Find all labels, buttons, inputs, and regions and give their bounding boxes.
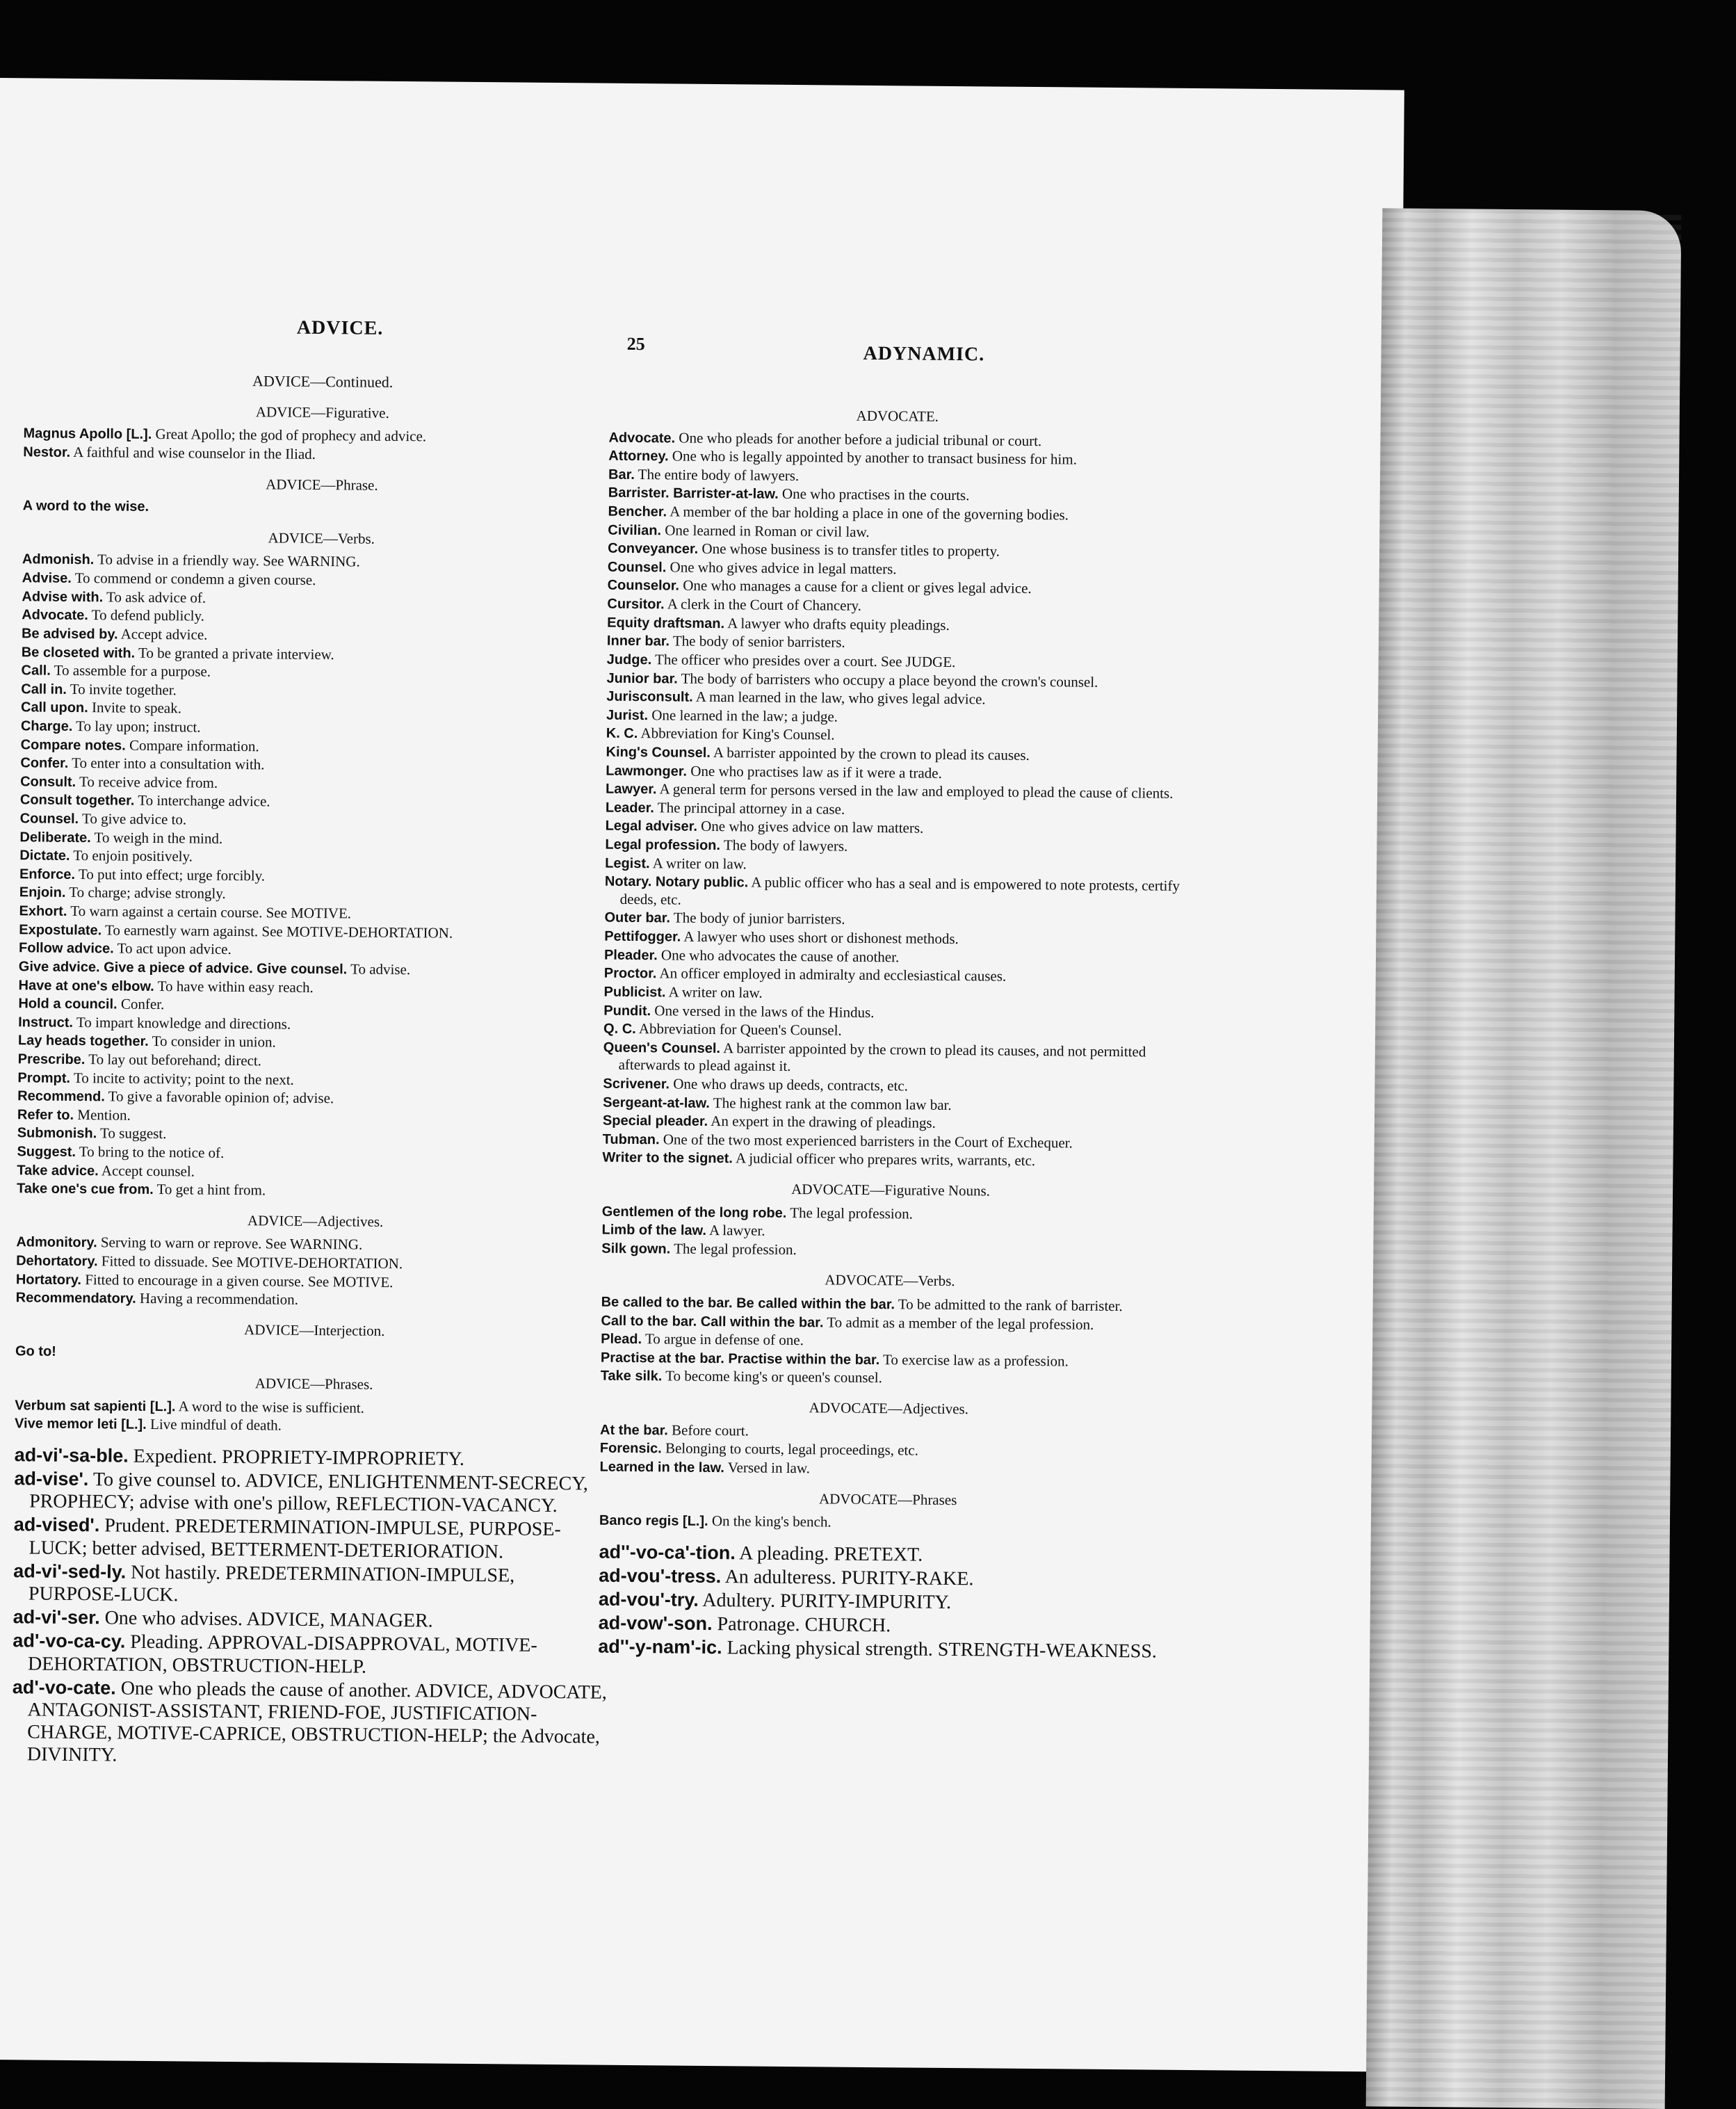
sub-entry	[23, 497, 621, 520]
entry-definition: The entire body of lawyers.	[638, 466, 800, 484]
entry-headword: Deliberate.	[19, 830, 90, 846]
entry-headword: K. C.	[606, 726, 638, 741]
entry-definition: To exercise law as a profession.	[883, 1351, 1069, 1369]
entry-definition: Versed in law.	[728, 1459, 810, 1476]
entry-definition: One who advises. ADVICE, MANAGER.	[105, 1608, 433, 1632]
entry-headword: Dehortatory.	[16, 1253, 98, 1269]
entry-headword: Counsel.	[608, 560, 667, 576]
left-column	[12, 370, 622, 1772]
entry-headword: Jurisconsult.	[606, 689, 693, 705]
entry-definition: One who is legally appointed by another to transact business for him.	[672, 448, 1077, 468]
entry-definition: Fitted to dissuade. See MOTIVE-DEHORTATION.	[102, 1252, 403, 1272]
entry-headword: Bar.	[608, 467, 635, 482]
entry-headword: Call to the bar. Call within the bar.	[601, 1313, 823, 1330]
entry-definition: To interchange advice.	[138, 792, 270, 810]
header-right-guide-word: ADYNAMIC.	[863, 343, 984, 366]
entry-headword: Go to!	[15, 1344, 56, 1360]
entry-headword: Prescribe.	[18, 1051, 86, 1067]
entry-definition: One who draws up deeds, contracts, etc.	[673, 1075, 908, 1094]
entry-headword: Proctor.	[604, 966, 657, 982]
entry-headword: Plead.	[601, 1332, 642, 1348]
entry-definition: Abbreviation for King's Counsel.	[640, 725, 834, 743]
main-entry	[14, 1468, 613, 1518]
entry-definition: To receive advice from.	[79, 773, 218, 791]
entry-definition: Patronage. CHURCH.	[717, 1613, 891, 1636]
main-entry	[598, 1636, 1175, 1663]
entry-definition: To argue in defense of one.	[645, 1330, 804, 1348]
entry-headword: ad'-vo-cate.	[13, 1676, 116, 1698]
entry-definition: Pleading. APPROVAL-DISAPPROVAL, MOTIVE-DEHORTATION, OBSTRUCTION-HELP.	[28, 1631, 537, 1677]
entry-headword: A word to the wise.	[23, 499, 149, 515]
entry-definition: An officer employed in admiralty and ecclesiastical causes.	[659, 965, 1006, 985]
entry-definition: Having a recommendation.	[140, 1290, 298, 1308]
entry-headword: Vive memor leti [L.].	[15, 1416, 147, 1433]
entry-headword: Be closeted with.	[22, 645, 136, 661]
entry-definition: To lay out beforehand; direct.	[88, 1051, 261, 1069]
entry-headword: Consult together.	[20, 793, 135, 809]
entry-definition: To assemble for a purpose.	[54, 662, 211, 680]
section-heading: ADVICE—Adjectives.	[17, 1210, 615, 1233]
entry-headword: ad-vised'.	[14, 1514, 100, 1536]
entry-headword: Queen's Counsel.	[603, 1040, 720, 1056]
sub-entry	[605, 873, 1182, 913]
entry-headword: ad''-vo-ca'-tion.	[599, 1541, 736, 1563]
entry-headword: Legal profession.	[605, 837, 720, 853]
main-entry	[599, 1589, 1176, 1616]
entry-headword: Enjoin.	[19, 885, 66, 901]
entry-headword: Be advised by.	[22, 626, 118, 642]
entry-headword: ad-vi'-sed-ly.	[13, 1560, 126, 1582]
section-heading: ADVICE—Verbs.	[22, 527, 620, 550]
entry-headword: Hortatory.	[16, 1272, 81, 1288]
entry-headword: Pettifogger.	[604, 929, 681, 945]
entry-headword: Counsel.	[20, 811, 79, 827]
entry-headword: Lay heads together.	[18, 1033, 149, 1050]
page-edge	[1366, 208, 1682, 2109]
entry-definition: To charge; advise strongly.	[69, 884, 226, 902]
entry-definition: A clerk in the Court of Chancery.	[667, 595, 861, 613]
entry-headword: ad-vi'-sa-ble.	[15, 1444, 129, 1466]
entry-definition: To enjoin positively.	[73, 847, 193, 864]
entry-headword: Call in.	[21, 681, 67, 697]
entry-definition: A judicial officer who prepares writs, warrants, etc.	[736, 1150, 1035, 1170]
entry-definition: A writer on law.	[668, 983, 762, 1001]
entry-headword: Attorney.	[608, 449, 669, 464]
right-main-entries	[598, 1541, 1176, 1663]
entry-headword: Advise with.	[22, 589, 103, 605]
entry-headword: Pleader.	[604, 947, 658, 963]
entry-headword: Bencher.	[608, 504, 667, 520]
section-heading: ADVICE—Phrase.	[23, 474, 621, 496]
entry-definition: The body of senior barristers.	[673, 633, 845, 651]
entry-definition: To warn against a certain course. See MOTIVE.	[70, 903, 351, 922]
entry-definition: To earnestly warn against. See MOTIVE-DEHORTATION.	[105, 921, 453, 941]
main-entry	[599, 1541, 1176, 1568]
entry-headword: Special pleader.	[603, 1113, 708, 1129]
entry-headword: Exhort.	[19, 903, 67, 919]
entry-headword: Have at one's elbow.	[19, 978, 154, 994]
entry-definition: One who manages a cause for a client or gives legal advice.	[683, 577, 1032, 597]
entry-definition: A word to the wise is sufficient.	[179, 1398, 365, 1416]
entry-definition: Accept counsel.	[102, 1162, 195, 1179]
entry-definition: The body of junior barristers.	[674, 910, 845, 928]
entry-definition: To act upon advice.	[117, 940, 232, 957]
section-heading: ADVOCATE—Phrases	[599, 1488, 1176, 1511]
left-main-entries	[12, 1444, 613, 1771]
entry-definition: The body of barristers who occupy a place beyond the crown's counsel.	[681, 670, 1098, 690]
entry-headword: ad-vou'-tress.	[599, 1565, 721, 1587]
entry-headword: Forensic.	[600, 1441, 662, 1457]
entry-headword: Legist.	[605, 855, 650, 871]
entry-headword: Instruct.	[18, 1015, 73, 1031]
entry-definition: A barrister appointed by the crown to plead its causes, and not permitted afterwards to plead against it.	[619, 1040, 1146, 1074]
entry-definition: To incite to activity; point to the next.	[74, 1069, 294, 1088]
entry-definition: An adulteress. PURITY-RAKE.	[725, 1566, 974, 1590]
entry-headword: ad-vi'-ser.	[13, 1606, 100, 1628]
running-header	[0, 314, 1319, 375]
entry-headword: Lawyer.	[606, 782, 657, 798]
entry-headword: Limb of the law.	[601, 1222, 706, 1238]
entry-headword: Call upon.	[21, 700, 88, 716]
entry-definition: Fitted to encourage in a given course. See MOTIVE.	[85, 1271, 393, 1291]
entry-headword: Dictate.	[19, 848, 70, 864]
entry-definition: One who practises in the courts.	[782, 485, 970, 503]
entry-definition: To impart knowledge and directions.	[76, 1014, 291, 1033]
entry-headword: ad'-vo-ca-cy.	[13, 1631, 125, 1652]
section-heading: ADVICE—Figurative.	[24, 401, 622, 424]
sub-entry	[603, 1038, 1181, 1078]
entry-headword: Legal adviser.	[606, 818, 697, 834]
entry-definition: A faithful and wise counselor in the Iliad.	[73, 444, 316, 462]
entry-definition: To become king's or queen's counsel.	[665, 1368, 882, 1387]
entry-definition: To give counsel to. ADVICE, ENLIGHTENMENT-SECRECY, PROPHECY; advise with one's pillow, REFLECTION-VACANCY.	[29, 1469, 588, 1517]
entry-definition: Live mindful of death.	[150, 1416, 282, 1434]
entry-definition: Serving to warn or reprove. See WARNING.	[101, 1234, 363, 1253]
entry-headword: Follow advice.	[19, 941, 114, 957]
section-heading: ADVICE—Phrases.	[15, 1373, 613, 1396]
right-sections	[599, 405, 1186, 1535]
entry-definition: To put into effect; urge forcibly.	[79, 866, 265, 884]
entry-headword: Writer to the signet.	[602, 1150, 733, 1167]
entry-definition: To admit as a member of the legal profession.	[827, 1314, 1094, 1332]
entry-definition: To consider in union.	[152, 1033, 276, 1051]
entry-definition: To give a favorable opinion of; advise.	[108, 1088, 334, 1107]
entry-definition: To enter into a consultation with.	[72, 754, 265, 773]
header-left-guide-word: ADVICE.	[297, 317, 384, 340]
dictionary-page	[0, 78, 1404, 2072]
entry-headword: Advocate.	[608, 430, 675, 446]
entry-headword: Consult.	[20, 774, 76, 790]
main-entry	[598, 1613, 1175, 1640]
entry-headword: Take advice.	[17, 1163, 99, 1179]
entry-definition: A writer on law.	[653, 855, 747, 872]
entry-definition: Invite to speak.	[92, 700, 181, 717]
entry-definition: A public officer who has a seal and is empowered to note protests, certify deeds, etc.	[620, 874, 1180, 908]
entry-headword: Verbum sat sapienti [L.].	[15, 1398, 175, 1414]
entry-definition: One learned in Roman or civil law.	[665, 522, 870, 540]
entry-definition: To be admitted to the rank of barrister.	[898, 1295, 1123, 1314]
entry-headword: Q. C.	[603, 1021, 636, 1037]
entry-definition: One who advocates the cause of another.	[661, 946, 899, 965]
entry-headword: Take one's cue from.	[17, 1181, 154, 1197]
entry-definition: The body of lawyers.	[724, 837, 848, 855]
section-heading: ADVOCATE—Verbs.	[601, 1270, 1178, 1293]
entry-definition: A member of the bar holding a place in one of the governing bodies.	[670, 503, 1069, 523]
entry-definition: An expert in the drawing of pleadings.	[711, 1113, 936, 1131]
main-entry	[13, 1514, 612, 1565]
entry-definition: A lawyer who drafts equity pleadings.	[727, 615, 950, 633]
entry-definition: A general term for persons versed in the law and employed to plead the cause of clients.	[659, 781, 1173, 802]
entry-headword: Expostulate.	[19, 922, 102, 938]
entry-headword: Magnus Apollo [L.].	[23, 426, 152, 443]
entry-definition: To bring to the notice of.	[79, 1143, 225, 1161]
entry-definition: On the king's bench.	[712, 1512, 832, 1530]
entry-definition: One who pleads for another before a judicial tribunal or court.	[679, 429, 1041, 449]
entry-headword: Admonish.	[22, 552, 95, 568]
entry-headword: King's Counsel.	[606, 745, 711, 761]
entry-definition: To defend publicly.	[92, 606, 204, 624]
section-heading: ADVOCATE—Figurative Nouns.	[602, 1179, 1179, 1202]
entry-definition: To commend or condemn a given course.	[75, 569, 316, 588]
entry-headword: Tubman.	[603, 1131, 660, 1147]
section-heading: ADVOCATE.	[609, 405, 1186, 428]
entry-definition: Confer.	[121, 996, 165, 1013]
main-entry	[599, 1565, 1176, 1592]
sub-entry	[15, 1343, 613, 1366]
entry-headword: Notary. Notary public.	[605, 874, 749, 891]
section-continued-title: ADVICE—Continued.	[24, 370, 622, 394]
entry-headword: Equity draftsman.	[607, 615, 724, 631]
entry-headword: Conveyancer.	[608, 541, 698, 557]
entry-definition: Expedient. PROPRIETY-IMPROPRIETY.	[133, 1446, 465, 1470]
entry-headword: Confer.	[20, 755, 68, 771]
entry-definition: A lawyer who uses short or dishonest methods.	[683, 928, 959, 947]
entry-headword: Refer to.	[17, 1107, 74, 1123]
entry-headword: Enforce.	[19, 866, 75, 882]
section-heading: ADVOCATE—Adjectives.	[600, 1398, 1177, 1421]
entry-headword: Sergeant-at-law.	[603, 1094, 710, 1110]
entry-headword: Banco regis [L.].	[599, 1513, 708, 1529]
entry-definition: To weigh in the mind.	[95, 829, 223, 847]
entry-definition: One who gives advice in legal matters.	[670, 558, 896, 577]
entry-definition: To suggest.	[100, 1125, 167, 1142]
entry-headword: Jurist.	[606, 707, 648, 723]
entry-headword: Inner bar.	[607, 633, 670, 649]
entry-headword: Submonish.	[17, 1126, 97, 1142]
section-heading: ADVICE—Interjection.	[15, 1319, 613, 1342]
entry-headword: ad''-y-nam'-ic.	[598, 1636, 722, 1658]
entry-headword: Gentlemen of the long robe.	[602, 1204, 787, 1220]
entry-definition: To advise.	[350, 960, 410, 978]
entry-definition: The officer who presides over a court. See JUDGE.	[655, 651, 956, 670]
entry-definition: To ask advice of.	[106, 588, 206, 606]
entry-headword: Give advice. Give a piece of advice. Give counsel.	[19, 959, 348, 977]
entry-headword: Judge.	[607, 652, 652, 668]
entry-headword: Admonitory.	[16, 1235, 97, 1251]
entry-definition: Not hastily. PREDETERMINATION-IMPULSE, PURPOSE-LUCK.	[29, 1562, 514, 1606]
entry-headword: Advocate.	[22, 608, 88, 624]
entry-headword: Outer bar.	[604, 910, 670, 926]
entry-headword: Recommendatory.	[16, 1291, 136, 1307]
entry-definition: To get a hint from.	[157, 1181, 266, 1198]
entry-definition: A barrister appointed by the crown to plead its causes.	[713, 744, 1030, 763]
main-entry	[13, 1631, 611, 1681]
entry-headword: Silk gown.	[601, 1241, 670, 1256]
entry-definition: Before court.	[672, 1421, 749, 1439]
entry-definition: Lacking physical strength. STRENGTH-WEAKNESS.	[727, 1638, 1156, 1663]
entry-definition: Prudent. PREDETERMINATION-IMPULSE, PURPOSE-LUCK; better advised, BETTERMENT-DETERIORATION.	[29, 1515, 560, 1562]
entry-headword: Call.	[21, 663, 50, 678]
main-entry	[12, 1676, 610, 1771]
entry-headword: Practise at the bar. Practise within the bar.	[601, 1350, 879, 1368]
entry-definition: Great Apollo; the god of prophecy and advice.	[155, 426, 426, 444]
entry-definition: A pleading. PRETEXT.	[739, 1542, 923, 1565]
entry-headword: ad-vou'-try.	[599, 1589, 699, 1610]
entry-definition: To advise in a friendly way. See WARNING.	[97, 551, 360, 570]
entry-headword: Hold a council.	[18, 996, 117, 1012]
entry-headword: Pundit.	[603, 1003, 651, 1019]
entry-definition: The legal profession.	[674, 1240, 797, 1258]
entry-definition: To have within easy reach.	[158, 978, 314, 996]
entry-definition: One whose business is to transfer titles to property.	[701, 540, 1000, 560]
entry-definition: Accept advice.	[121, 625, 208, 643]
entry-definition: To invite together.	[70, 681, 177, 698]
entry-headword: Charge.	[21, 718, 73, 734]
entry-definition: One learned in the law; a judge.	[651, 706, 838, 725]
entry-definition: Adultery. PURITY-IMPURITY.	[702, 1590, 951, 1613]
entry-definition: The highest rank at the common law bar.	[713, 1094, 952, 1113]
entry-definition: Belonging to courts, legal proceedings, etc.	[665, 1440, 918, 1459]
main-entry	[13, 1606, 611, 1634]
entry-headword: Barrister. Barrister-at-law.	[608, 485, 779, 502]
entry-definition: To lay upon; instruct.	[76, 718, 201, 736]
entry-headword: Leader.	[606, 800, 654, 816]
entry-headword: Nestor.	[23, 444, 70, 460]
entry-definition: To be granted a private interview.	[138, 644, 334, 662]
entry-definition: The legal profession.	[790, 1204, 913, 1222]
entry-headword: Civilian.	[608, 522, 661, 538]
page-number: 25	[627, 334, 645, 355]
main-entry	[15, 1444, 613, 1472]
entry-headword: Recommend.	[17, 1088, 105, 1104]
main-entry	[13, 1560, 612, 1610]
entry-headword: Suggest.	[17, 1144, 76, 1160]
entry-definition: One of the two most experienced barristers in the Court of Exchequer.	[663, 1131, 1073, 1151]
entry-headword: Cursitor.	[607, 597, 664, 613]
entry-definition: One who pleads the cause of another. ADVICE, ADVOCATE, ANTAGONIST-ASSISTANT, FRIEND-FOE, JUSTIFICATION-CHARGE, MOTIVE-CAPRICE, OBSTRUCTION-HELP; the Advocate, DIVINITY.	[27, 1677, 607, 1766]
entry-headword: At the bar.	[600, 1422, 668, 1438]
entry-headword: Counselor.	[608, 578, 680, 594]
entry-definition: One who practises law as if it were a trade.	[690, 762, 942, 781]
entry-definition: One versed in the laws of the Hindus.	[654, 1002, 874, 1021]
entry-headword: Learned in the law.	[600, 1460, 724, 1476]
entry-headword: Scrivener.	[603, 1076, 670, 1092]
entry-headword: ad-vow'-son.	[599, 1613, 713, 1634]
entry-definition: One who gives advice on law matters.	[701, 818, 923, 837]
entry-headword: ad-vise'.	[14, 1468, 88, 1489]
left-sections	[15, 401, 622, 1438]
entry-definition: Abbreviation for Queen's Counsel.	[639, 1020, 842, 1039]
entry-headword: Advise.	[22, 570, 72, 586]
entry-definition: A man learned in the law, who gives legal advice.	[696, 688, 986, 708]
entry-definition: Compare information.	[129, 736, 259, 754]
entry-headword: Prompt.	[17, 1070, 70, 1086]
entry-definition: A lawyer.	[709, 1222, 765, 1239]
entry-headword: Take silk.	[601, 1368, 663, 1384]
entry-headword: Junior bar.	[606, 670, 677, 686]
entry-headword: Lawmonger.	[606, 763, 687, 779]
entry-definition: The principal attorney in a case.	[658, 799, 845, 817]
entry-definition: Mention.	[77, 1106, 131, 1124]
entry-headword: Publicist.	[603, 985, 665, 1001]
entry-definition: To give advice to.	[82, 810, 186, 827]
right-column	[598, 393, 1186, 1665]
entry-headword: Be called to the bar. Be called within the bar.	[601, 1295, 895, 1313]
entry-headword: Compare notes.	[21, 737, 126, 753]
